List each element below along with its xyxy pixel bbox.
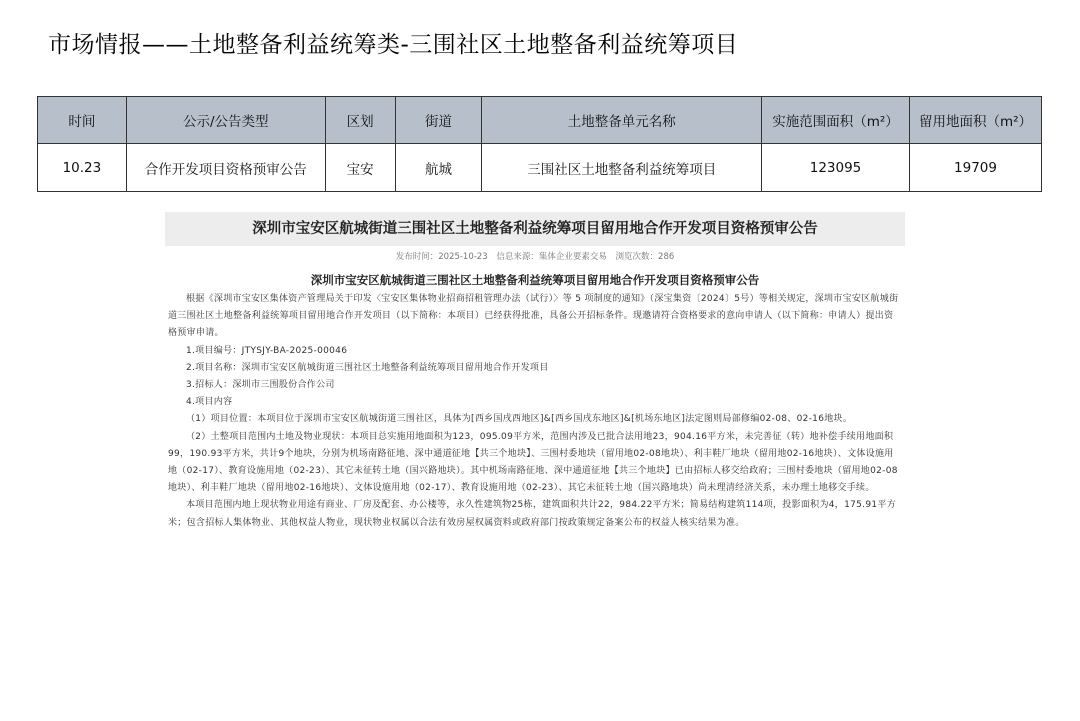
- cell-street: 航城: [395, 144, 482, 192]
- cell-district: 宝安: [325, 144, 395, 192]
- info-source: 信息来源：集体企业要素交易: [496, 252, 607, 262]
- header-unit-name: 土地整备单元名称: [482, 97, 762, 144]
- cell-unit-name: 三围社区土地整备利益统筹项目: [482, 144, 762, 192]
- header-district: 区划: [325, 97, 395, 144]
- notice-meta: [165, 250, 905, 264]
- cell-time: 10.23: [38, 144, 127, 192]
- cell-notice-type: 合作开发项目资格预审公告: [126, 144, 325, 192]
- page-title: 市场情报——土地整备利益统筹类-三围社区土地整备利益统筹项目: [48, 32, 739, 58]
- notice-item-project-name: 2.项目名称：深圳市宝安区航城街道三围社区土地整备利益统筹项目留用地合作开发项目: [186, 362, 549, 373]
- header-notice-type: 公示/公告类型: [126, 97, 325, 144]
- table-row: [38, 144, 1042, 192]
- notice-item-project-number: 1.项目编号：JTYSJY-BA-2025-00046: [186, 345, 348, 356]
- notice-item-project-content: 4.项目内容: [186, 397, 233, 408]
- notice-item-tenderer: 3.招标人：深圳市三围股份合作公司: [186, 380, 335, 391]
- notice-paragraph-land-status: （2）土整项目范围内土地及物业现状：本项目总实施用地面积为123，095.09平方米，范围内涉及已批合法用地23，904.16平方米，未完善征（转）地补偿手续用地面积99，190.93平方米，共计9个地块，分别为机场南路征地、深中通道征地【共三个地块】、三围村委地块（留用地02-08地块）、利丰鞋厂地块（留用地02-16地块）、文体设施用地（02-17）、教育设施用地（02-23）、其它未征转土地（国兴路地块）。其中机场南路征地、深中通道征地【共三个地块】已由招标人移交给政府；三围村委地块（留用地02-08地块）、利丰鞋厂地块（留用地02-16地块）、文体设施用地（02-17）、教育设施用地（02-23）、其它未征转土地（国兴路地块）尚未理清经济关系，未办理土地移交手续。: [168, 431, 898, 494]
- header-street: 街道: [395, 97, 482, 144]
- notice-banner-title: 深圳市宝安区航城街道三围社区土地整备利益统筹项目留用地合作开发项目资格预审公告: [165, 212, 905, 246]
- header-time: 时间: [38, 97, 127, 144]
- header-reserved-land-area: 留用地面积（m²）: [909, 97, 1041, 144]
- notice-paragraph-location: （1）项目位置：本项目位于深圳市宝安区航城街道三围社区，具体为[西乡国戌西地区]&[西乡国戌东地区]&[机场东地区]法定图则局部修编02-08、02-16地块。: [186, 414, 853, 425]
- notice-paragraph-intro: 根据《深圳市宝安区集体资产管理局关于印发〈宝安区集体物业招商招租管理办法（试行）〉等 5 项制度的通知》（深宝集资〔2024〕5号）等相关规定，深圳市宝安区航城街道三围社区土地整备利益统筹项目留用地合作开发项目（以下简称：本项目）已经获得批准，具备公开招标条件。现邀请符合资格要求的意向申请人（以下简称：申请人）提出资格预审申请。: [168, 294, 899, 339]
- cell-implementation-area: 123095: [762, 144, 910, 192]
- info-table: [37, 96, 1042, 192]
- view-count: 浏览次数：286: [615, 252, 675, 262]
- notice-subtitle: 深圳市宝安区航城街道三围社区土地整备利益统筹项目留用地合作开发项目资格预审公告: [310, 273, 760, 287]
- header-implementation-area: 实施范围面积（m²）: [762, 97, 910, 144]
- notice-screenshot: [165, 212, 905, 642]
- publish-time: 发布时间：2025-10-23: [395, 252, 488, 262]
- table-header-row: [38, 97, 1042, 144]
- notice-paragraph-property-status: 本项目范围内地上现状物业用途有商业、厂房及配套、办公楼等，永久性建筑物25栋，建筑面积共计22，984.22平方米；简易结构建筑114项，投影面积为4，175.91平方米；包含招标人集体物业、其他权益人物业，现状物业权属以合法有效房屋权属资料或政府部门按政策规定备案公布的权益人核实结果为准。: [168, 500, 896, 528]
- cell-reserved-land-area: 19709: [909, 144, 1041, 192]
- notice-body: [165, 291, 905, 532]
